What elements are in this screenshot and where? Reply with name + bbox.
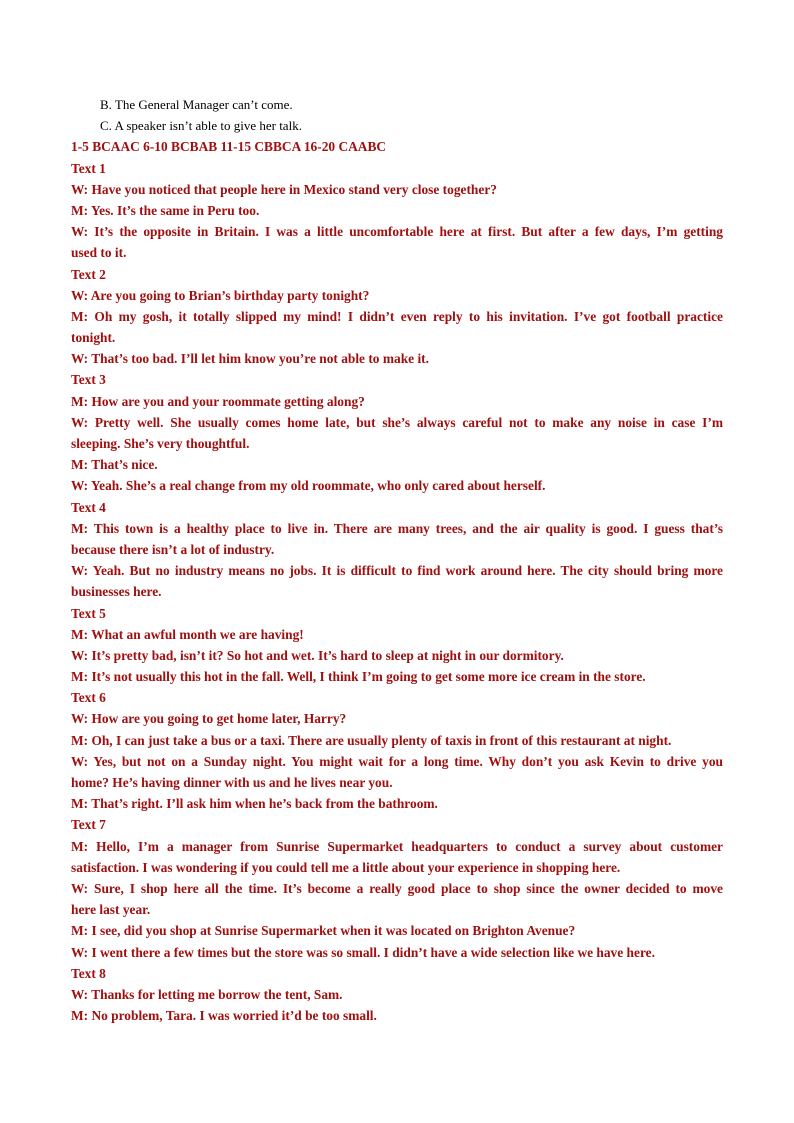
dialogue-line: M: Oh, I can just take a bus or a taxi. There are usually plenty of taxis in front of this restaurant at night. xyxy=(71,732,672,748)
dialogue-line: sleeping. She’s very thoughtful. xyxy=(71,436,250,451)
dialogue-line: W: It’s the opposite in Britain. I was a little uncomfortable here at first. But after a few days, I’m getting xyxy=(71,224,723,240)
transcript-section xyxy=(71,814,723,962)
transcript-section xyxy=(71,264,723,370)
dialogue-line: M: I see, did you shop at Sunrise Supermarket when it was located on Brighton Avenue? xyxy=(71,923,576,939)
transcript-section xyxy=(71,687,723,814)
dialogue-line: here last year. xyxy=(71,902,151,918)
answer-option-c: C. A speaker isn’t able to give her talk. xyxy=(100,118,302,134)
dialogue-line: W: Pretty well. She usually comes home late, but she’s always careful not to make any noise in case I’m xyxy=(71,414,723,430)
dialogue-line: businesses here. xyxy=(71,584,162,600)
dialogue-line: M: This town is a healthy place to live in. There are many trees, and the air quality is good. I guess that’s xyxy=(71,520,723,536)
dialogue-line: M: Hello, I’m a manager from Sunrise Supermarket headquarters to conduct a survey about customer xyxy=(71,838,723,854)
transcript-section xyxy=(71,603,723,688)
dialogue-line: W: How are you going to get home later, Harry? xyxy=(71,711,347,727)
section-heading: Text 4 xyxy=(71,499,106,515)
section-heading: Text 6 xyxy=(71,690,106,706)
section-heading: Text 1 xyxy=(71,160,106,176)
dialogue-line: W: Yeah. She’s a real change from my old roommate, who only cared about herself. xyxy=(71,478,546,494)
document-body xyxy=(71,94,723,1026)
section-heading: Text 2 xyxy=(71,266,106,282)
dialogue-line: M: It’s not usually this hot in the fall. Well, I think I’m going to get some more ice cream in the store. xyxy=(71,669,646,685)
dialogue-line: M: What an awful month we are having! xyxy=(71,626,304,642)
dialogue-line: W: That’s too bad. I’ll let him know you’re not able to make it. xyxy=(71,351,429,367)
dialogue-line: M: That’s right. I’ll ask him when he’s back from the bathroom. xyxy=(71,796,438,812)
dialogue-line: W: Have you noticed that people here in Mexico stand very close together? xyxy=(71,181,497,197)
dialogue-line: home? He’s having dinner with us and he lives near you. xyxy=(71,775,393,790)
dialogue-line: W: Yes, but not on a Sunday night. You might wait for a long time. Why don’t you ask Kevin to drive you xyxy=(71,753,723,769)
dialogue-line: W: I went there a few times but the store was so small. I didn’t have a wide selection like we have here. xyxy=(71,944,655,960)
dialogue-line: used to it. xyxy=(71,245,127,261)
transcript-section xyxy=(71,497,723,603)
dialogue-line: W: It’s pretty bad, isn’t it? So hot and wet. It’s hard to sleep at night in our dormitory. xyxy=(71,647,564,663)
dialogue-line: M: That’s nice. xyxy=(71,457,158,473)
dialogue-line: satisfaction. I was wondering if you could tell me a little about your experience in shopping here. xyxy=(71,859,621,875)
answer-option-b: B. The General Manager can’t come. xyxy=(100,97,293,112)
section-heading: Text 5 xyxy=(71,605,106,621)
dialogue-line: because there isn’t a lot of industry. xyxy=(71,541,275,557)
dialogue-line: M: Yes. It’s the same in Peru too. xyxy=(71,202,260,218)
dialogue-line: tonight. xyxy=(71,330,116,346)
answer-key: 1-5 BCAAC 6-10 BCBAB 11-15 CBBCA 16-20 CAABC xyxy=(71,139,387,155)
dialogue-line: W: Are you going to Brian’s birthday party tonight? xyxy=(71,287,370,303)
section-heading: Text 7 xyxy=(71,817,106,833)
section-heading: Text 3 xyxy=(71,372,106,388)
section-heading: Text 8 xyxy=(71,965,106,981)
dialogue-line: M: Oh my gosh, it totally slipped my mind! I didn’t even reply to his invitation. I’ve got football practice xyxy=(71,308,723,324)
transcript-section xyxy=(71,369,723,496)
transcript-section xyxy=(71,963,723,1027)
dialogue-line: M: How are you and your roommate getting along? xyxy=(71,393,365,409)
dialogue-line: W: Sure, I shop here all the time. It’s become a really good place to shop since the owner decided to move xyxy=(71,880,723,896)
dialogue-line: W: Thanks for letting me borrow the tent, Sam. xyxy=(71,986,343,1002)
transcript-section xyxy=(71,158,723,264)
dialogue-line: W: Yeah. But no industry means no jobs. It is difficult to find work around here. The city should bring more xyxy=(71,563,723,579)
transcripts xyxy=(71,158,723,1027)
dialogue-line: M: No problem, Tara. I was worried it’d be too small. xyxy=(71,1008,377,1024)
